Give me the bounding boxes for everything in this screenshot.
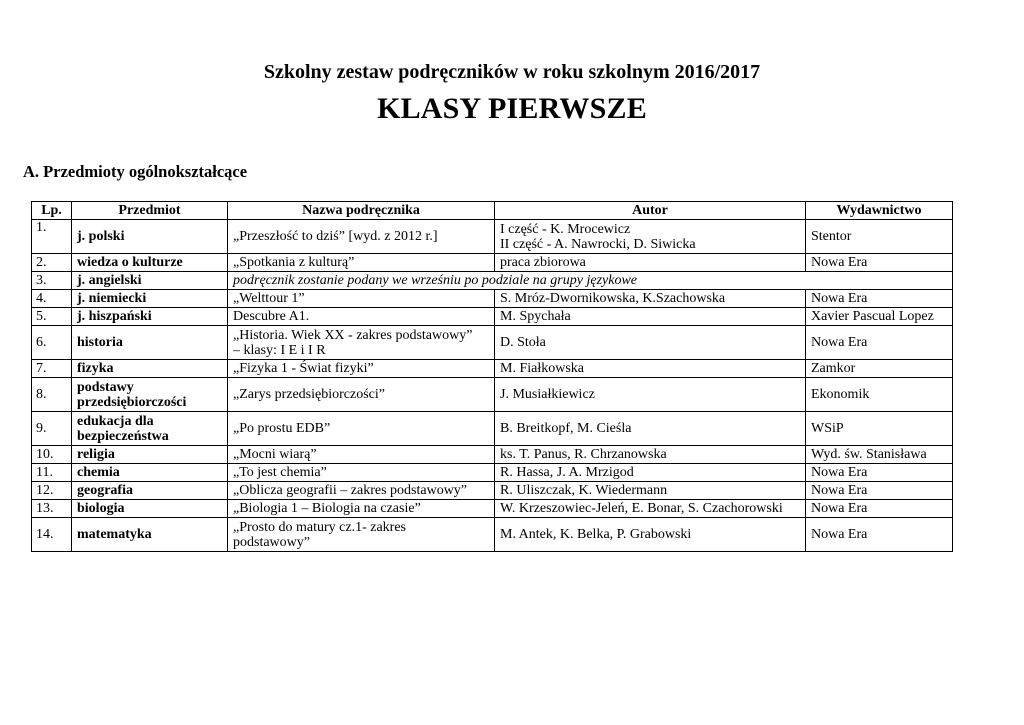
cell-book bbox=[228, 290, 495, 308]
textbook-table bbox=[31, 201, 953, 552]
cell-author bbox=[495, 464, 806, 482]
cell-lp bbox=[32, 254, 72, 272]
cell-book-text: „Biologia 1 – Biologia na czasie” bbox=[233, 501, 421, 516]
cell-book-text: „Fizyka 1 - Świat fizyki” bbox=[233, 361, 374, 376]
cell-author-text: B. Breitkopf, M. Cieśla bbox=[500, 421, 632, 436]
cell-publisher-text: Wyd. św. Stanisława bbox=[811, 447, 927, 462]
cell-subject bbox=[72, 500, 228, 518]
cell-author-text: W. Krzeszowiec-Jeleń, E. Bonar, S. Czachorowski bbox=[500, 501, 783, 516]
cell-publisher bbox=[806, 308, 953, 326]
cell-book-text: „Prosto do matury cz.1- zakres podstawowy” bbox=[233, 519, 406, 550]
cell-author bbox=[495, 308, 806, 326]
cell-author-text: J. Musiałkiewicz bbox=[500, 387, 595, 402]
cell-book bbox=[228, 500, 495, 518]
header-book: Nazwa podręcznika bbox=[228, 202, 495, 220]
cell-author bbox=[495, 518, 806, 552]
table-row bbox=[32, 464, 953, 482]
cell-subject bbox=[72, 326, 228, 360]
cell-publisher bbox=[806, 290, 953, 308]
cell-subject-text: j. polski bbox=[77, 229, 125, 244]
cell-lp bbox=[32, 446, 72, 464]
cell-publisher-text: Nowa Era bbox=[811, 335, 868, 350]
cell-lp-text: 9. bbox=[36, 421, 47, 436]
cell-publisher bbox=[806, 446, 953, 464]
header-author: Autor bbox=[495, 202, 806, 220]
cell-author bbox=[495, 326, 806, 360]
cell-publisher bbox=[806, 326, 953, 360]
cell-note-text: podręcznik zostanie podany we wrześniu po podziale na grupy językowe bbox=[233, 273, 638, 288]
document-subtitle: KLASY PIERWSZE bbox=[377, 92, 647, 125]
cell-author-text: praca zbiorowa bbox=[500, 255, 586, 270]
cell-lp-text: 14. bbox=[36, 527, 54, 542]
cell-publisher-text: Nowa Era bbox=[811, 527, 868, 542]
cell-lp-text: 11. bbox=[36, 465, 53, 480]
cell-lp-text: 1. bbox=[36, 220, 47, 235]
cell-subject-text: historia bbox=[77, 335, 123, 350]
cell-book bbox=[228, 378, 495, 412]
cell-book-text: „To jest chemia” bbox=[233, 465, 327, 480]
cell-author bbox=[495, 412, 806, 446]
cell-publisher-text: WSiP bbox=[811, 421, 844, 436]
cell-lp bbox=[32, 412, 72, 446]
cell-author bbox=[495, 290, 806, 308]
header-lp: Lp. bbox=[32, 202, 72, 220]
cell-book-text: „Po prostu EDB” bbox=[233, 421, 331, 436]
cell-publisher-text: Ekonomik bbox=[811, 387, 870, 402]
cell-author bbox=[495, 360, 806, 378]
table-row bbox=[32, 412, 953, 446]
cell-lp bbox=[32, 272, 72, 290]
cell-lp-text: 10. bbox=[36, 447, 54, 462]
cell-book-text: „Historia. Wiek XX - zakres podstawowy” – klasy: I E i I R bbox=[233, 327, 473, 358]
cell-subject bbox=[72, 464, 228, 482]
cell-publisher-text: Nowa Era bbox=[811, 255, 868, 270]
cell-lp bbox=[32, 326, 72, 360]
cell-publisher-text: Nowa Era bbox=[811, 483, 868, 498]
cell-book bbox=[228, 360, 495, 378]
cell-subject bbox=[72, 220, 228, 254]
cell-note bbox=[228, 272, 953, 290]
cell-subject bbox=[72, 378, 228, 412]
cell-book-text: „Welttour 1” bbox=[233, 291, 305, 306]
table-row bbox=[32, 482, 953, 500]
table-row bbox=[32, 220, 953, 254]
cell-subject-text: biologia bbox=[77, 501, 125, 516]
table-row bbox=[32, 518, 953, 552]
cell-subject-text: religia bbox=[77, 447, 115, 462]
cell-subject bbox=[72, 412, 228, 446]
table-row bbox=[32, 446, 953, 464]
table-row bbox=[32, 254, 953, 272]
table-row bbox=[32, 378, 953, 412]
cell-subject-text: j. hiszpański bbox=[77, 309, 152, 324]
cell-subject bbox=[72, 272, 228, 290]
cell-publisher-text: Stentor bbox=[811, 229, 852, 244]
cell-lp bbox=[32, 360, 72, 378]
cell-book-text: „Oblicza geografii – zakres podstawowy” bbox=[233, 483, 468, 498]
cell-book bbox=[228, 254, 495, 272]
cell-book bbox=[228, 446, 495, 464]
cell-author-text: M. Fiałkowska bbox=[500, 361, 584, 376]
cell-book bbox=[228, 412, 495, 446]
cell-subject-text: j. angielski bbox=[77, 273, 142, 288]
cell-lp-text: 6. bbox=[36, 335, 47, 350]
cell-subject-text: matematyka bbox=[77, 527, 152, 542]
cell-book-text: „Zarys przedsiębiorczości” bbox=[233, 387, 385, 402]
cell-author-text: R. Hassa, J. A. Mrzigod bbox=[500, 465, 634, 480]
cell-author bbox=[495, 446, 806, 464]
cell-publisher bbox=[806, 220, 953, 254]
cell-publisher bbox=[806, 378, 953, 412]
cell-subject-text: j. niemiecki bbox=[77, 291, 147, 306]
cell-subject bbox=[72, 254, 228, 272]
cell-author-text: S. Mróz-Dwornikowska, K.Szachowska bbox=[500, 291, 726, 306]
cell-author bbox=[495, 500, 806, 518]
cell-book-text: „Spotkania z kulturą” bbox=[233, 255, 355, 270]
cell-subject bbox=[72, 446, 228, 464]
cell-author bbox=[495, 482, 806, 500]
cell-lp bbox=[32, 464, 72, 482]
cell-publisher-text: Nowa Era bbox=[811, 501, 868, 516]
cell-book-text: „Mocni wiarą” bbox=[233, 447, 317, 462]
cell-author-text: D. Stoła bbox=[500, 335, 546, 350]
table-header-row bbox=[32, 202, 953, 220]
cell-subject bbox=[72, 482, 228, 500]
cell-author bbox=[495, 378, 806, 412]
cell-publisher-text: Zamkor bbox=[811, 361, 856, 376]
cell-lp-text: 2. bbox=[36, 255, 47, 270]
cell-publisher-text: Nowa Era bbox=[811, 291, 868, 306]
cell-subject-text: chemia bbox=[77, 465, 120, 480]
table-row bbox=[32, 360, 953, 378]
cell-publisher bbox=[806, 500, 953, 518]
cell-author bbox=[495, 254, 806, 272]
cell-lp bbox=[32, 220, 72, 254]
cell-publisher bbox=[806, 412, 953, 446]
cell-subject bbox=[72, 518, 228, 552]
cell-lp-text: 13. bbox=[36, 501, 54, 516]
cell-author-text: M. Spychała bbox=[500, 309, 571, 324]
cell-lp-text: 12. bbox=[36, 483, 54, 498]
cell-author-text: M. Antek, K. Belka, P. Grabowski bbox=[500, 527, 692, 542]
cell-publisher bbox=[806, 464, 953, 482]
cell-publisher bbox=[806, 518, 953, 552]
document-title: Szkolny zestaw podręczników w roku szkolnym 2016/2017 bbox=[263, 61, 761, 83]
table-row bbox=[32, 326, 953, 360]
table-body bbox=[32, 220, 953, 552]
cell-lp-text: 3. bbox=[36, 273, 47, 288]
cell-subject bbox=[72, 308, 228, 326]
cell-lp bbox=[32, 500, 72, 518]
table-row bbox=[32, 500, 953, 518]
cell-lp bbox=[32, 518, 72, 552]
cell-book bbox=[228, 482, 495, 500]
cell-lp-text: 4. bbox=[36, 291, 47, 306]
cell-author bbox=[495, 220, 806, 254]
cell-subject-text: geografia bbox=[77, 483, 133, 498]
header-publisher: Wydawnictwo bbox=[806, 202, 953, 220]
cell-book bbox=[228, 326, 495, 360]
table-row bbox=[32, 290, 953, 308]
cell-lp-text: 7. bbox=[36, 361, 47, 376]
cell-lp bbox=[32, 290, 72, 308]
cell-publisher-text: Xavier Pascual Lopez bbox=[811, 309, 934, 324]
cell-publisher bbox=[806, 482, 953, 500]
cell-author-text: ks. T. Panus, R. Chrzanowska bbox=[500, 447, 667, 462]
cell-subject-text: podstawy przedsiębiorczości bbox=[77, 379, 187, 410]
cell-publisher-text: Nowa Era bbox=[811, 465, 868, 480]
cell-subject bbox=[72, 360, 228, 378]
header-subject: Przedmiot bbox=[72, 202, 228, 220]
cell-book-text: Descubre A1. bbox=[233, 309, 310, 324]
table-row bbox=[32, 272, 953, 290]
cell-lp-text: 5. bbox=[36, 309, 47, 324]
cell-book-text: „Przeszłość to dziś” [wyd. z 2012 r.] bbox=[233, 229, 438, 244]
cell-lp bbox=[32, 482, 72, 500]
cell-subject bbox=[72, 290, 228, 308]
cell-lp bbox=[32, 378, 72, 412]
cell-lp-text: 8. bbox=[36, 387, 47, 402]
cell-subject-text: wiedza o kulturze bbox=[77, 255, 183, 270]
table-row bbox=[32, 308, 953, 326]
cell-book bbox=[228, 464, 495, 482]
section-heading: A. Przedmioty ogólnokształcące bbox=[23, 162, 248, 181]
cell-publisher bbox=[806, 254, 953, 272]
cell-publisher bbox=[806, 360, 953, 378]
cell-author-text: R. Uliszczak, K. Wiedermann bbox=[500, 483, 668, 498]
cell-subject-text: edukacja dla bezpieczeństwa bbox=[77, 413, 169, 444]
cell-subject-text: fizyka bbox=[77, 361, 114, 376]
cell-book bbox=[228, 308, 495, 326]
cell-book bbox=[228, 518, 495, 552]
cell-lp bbox=[32, 308, 72, 326]
cell-book bbox=[228, 220, 495, 254]
cell-author-text: I część - K. Mrocewicz II część - A. Nawrocki, D. Siwicka bbox=[500, 221, 696, 252]
